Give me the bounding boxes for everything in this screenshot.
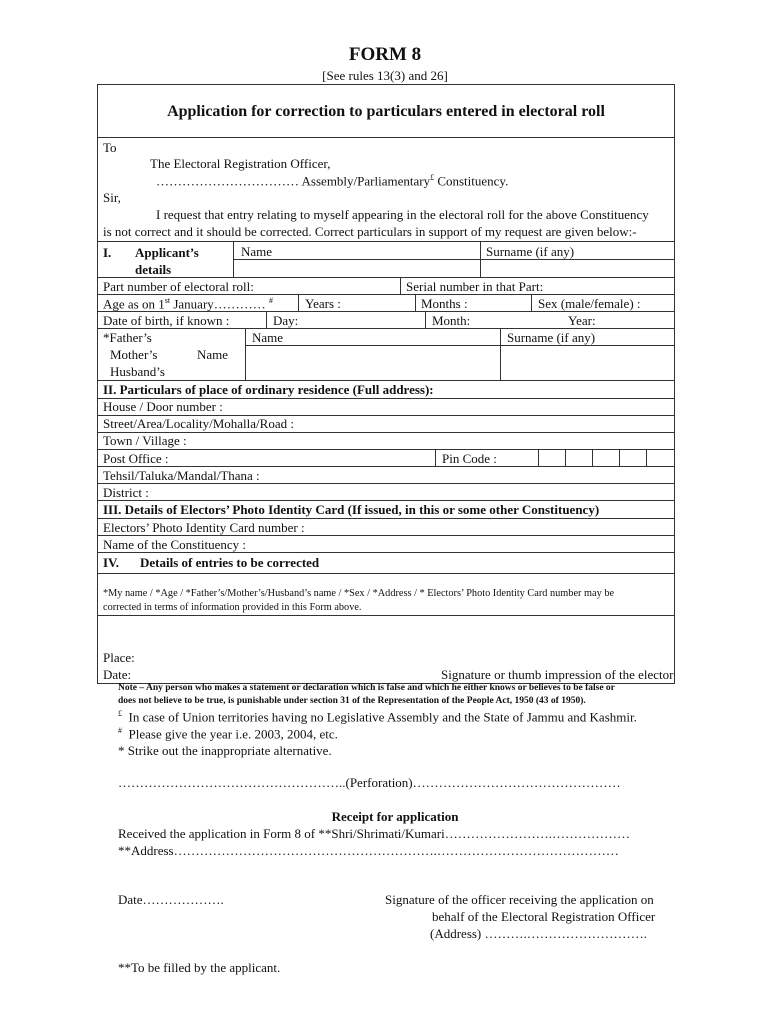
officer-signature-line-2: behalf of the Electoral Registration Officer — [432, 909, 656, 924]
rules-reference: [See rules 13(3) and 26] — [322, 68, 448, 83]
receipt-date: Date………………. — [118, 892, 224, 907]
husband-label: Husband’s — [110, 364, 165, 379]
district-field[interactable]: District : — [103, 485, 149, 500]
sir-label: Sir, — [103, 190, 121, 205]
note-line-1: Note – Any person who makes a statement or declaration which is false and which he either knows or believes to be false or — [118, 683, 615, 693]
officer-line: The Electoral Registration Officer, — [150, 156, 331, 171]
footnote-hash: # Please give the year i.e. 2003, 2004, etc. — [118, 726, 338, 742]
divider — [97, 137, 675, 138]
divider — [97, 241, 675, 242]
officer-signature-line-1: Signature of the officer receiving the application on — [385, 892, 654, 907]
dob-year-field[interactable]: Year: — [568, 313, 596, 328]
epic-number-field[interactable]: Electors’ Photo Identity Card number : — [103, 520, 305, 535]
date-field[interactable]: Date: — [103, 667, 132, 682]
constituency-line: …………………………… Assembly/Parliamentary£ Constituency. — [156, 173, 509, 189]
months-field[interactable]: Months : — [421, 296, 468, 311]
relation-name-field[interactable]: Name — [252, 330, 284, 345]
sex-field[interactable]: Sex (male/female) : — [538, 296, 641, 311]
post-office-field[interactable]: Post Office : — [103, 451, 169, 466]
section1-title-2: details — [135, 262, 172, 277]
to-label: To — [103, 140, 117, 155]
serial-number-field[interactable]: Serial number in that Part: — [406, 279, 544, 294]
officer-address-line: (Address) ……….………………………. — [430, 926, 648, 941]
part-number-field[interactable]: Part number of electoral roll: — [103, 279, 254, 294]
correction-text-2: corrected in terms of information provided in this Form above. — [103, 602, 362, 613]
tehsil-field[interactable]: Tehsil/Taluka/Mandal/Thana : — [103, 468, 260, 483]
section1-number: I. — [103, 245, 112, 260]
mother-label: Mother’s — [110, 347, 158, 362]
receipt-address-line: **Address…………………………………………………….…………………………………… — [118, 843, 619, 858]
perforation-line: ……………………………………………..(Perforation)………………………………………… — [118, 775, 621, 790]
correction-text-1: *My name / *Age / *Father’s/Mother’s/Husband’s name / *Sex / *Address / * Electors’ Photo Identity Card number may be — [103, 588, 615, 599]
house-field[interactable]: House / Door number : — [103, 399, 223, 414]
dob-month-field[interactable]: Month: — [432, 313, 471, 328]
dob-day-field[interactable]: Day: — [273, 313, 299, 328]
section4-title: Details of entries to be corrected — [140, 555, 320, 570]
applicant-fill-footnote: **To be filled by the applicant. — [118, 960, 281, 975]
section2-title: II. Particulars of place of ordinary residence (Full address): — [103, 382, 434, 397]
form-title: FORM 8 — [348, 44, 422, 65]
pin-code-label: Pin Code : — [442, 451, 497, 466]
relation-surname-field[interactable]: Surname (if any) — [507, 330, 596, 345]
dob-label: Date of birth, if known : — [103, 313, 230, 328]
place-field[interactable]: Place: — [103, 650, 135, 665]
years-field[interactable]: Years : — [305, 296, 341, 311]
receipt-title: Receipt for application — [331, 809, 459, 824]
section1-title-1: Applicant’s — [135, 245, 199, 260]
receipt-received-line: Received the application in Form 8 of **Shri/Shrimati/Kumari…………………….……………… — [118, 826, 630, 841]
applicant-surname-label: Surname (if any) — [486, 244, 575, 259]
applicant-name-label: Name — [241, 244, 273, 259]
relation-name-label: Name — [197, 347, 229, 362]
elector-signature-label: Signature or thumb impression of the elector — [441, 667, 674, 682]
town-field[interactable]: Town / Village : — [103, 433, 187, 448]
request-line-1: I request that entry relating to myself appearing in the electoral roll for the above Constituency — [156, 207, 649, 222]
section3-title: III. Details of Electors’ Photo Identity Card (If issued, in this or some other Constituency) — [103, 502, 600, 517]
request-line-2: is not correct and it should be corrected. Correct particulars in support of my request are given below:- — [103, 224, 637, 239]
constituency-name-field[interactable]: Name of the Constituency : — [103, 537, 246, 552]
father-label: *Father’s — [103, 330, 152, 345]
note-line-2: does not believe to be true, is punishable under section 31 of the Representation of the People Act, 1950 (43 of 1950). — [118, 696, 586, 706]
footnote-pound: £ In case of Union territories having no Legislative Assembly and the State of Jammu and Kashmir. — [118, 709, 637, 725]
application-title: Application for correction to particulars entered in electoral roll — [167, 103, 605, 120]
footnote-star: * Strike out the inappropriate alternative. — [118, 743, 332, 758]
section4-number: IV. — [103, 555, 120, 570]
street-field[interactable]: Street/Area/Locality/Mohalla/Road : — [103, 416, 294, 431]
age-field[interactable]: Age as on 1st January………… # — [103, 296, 274, 312]
